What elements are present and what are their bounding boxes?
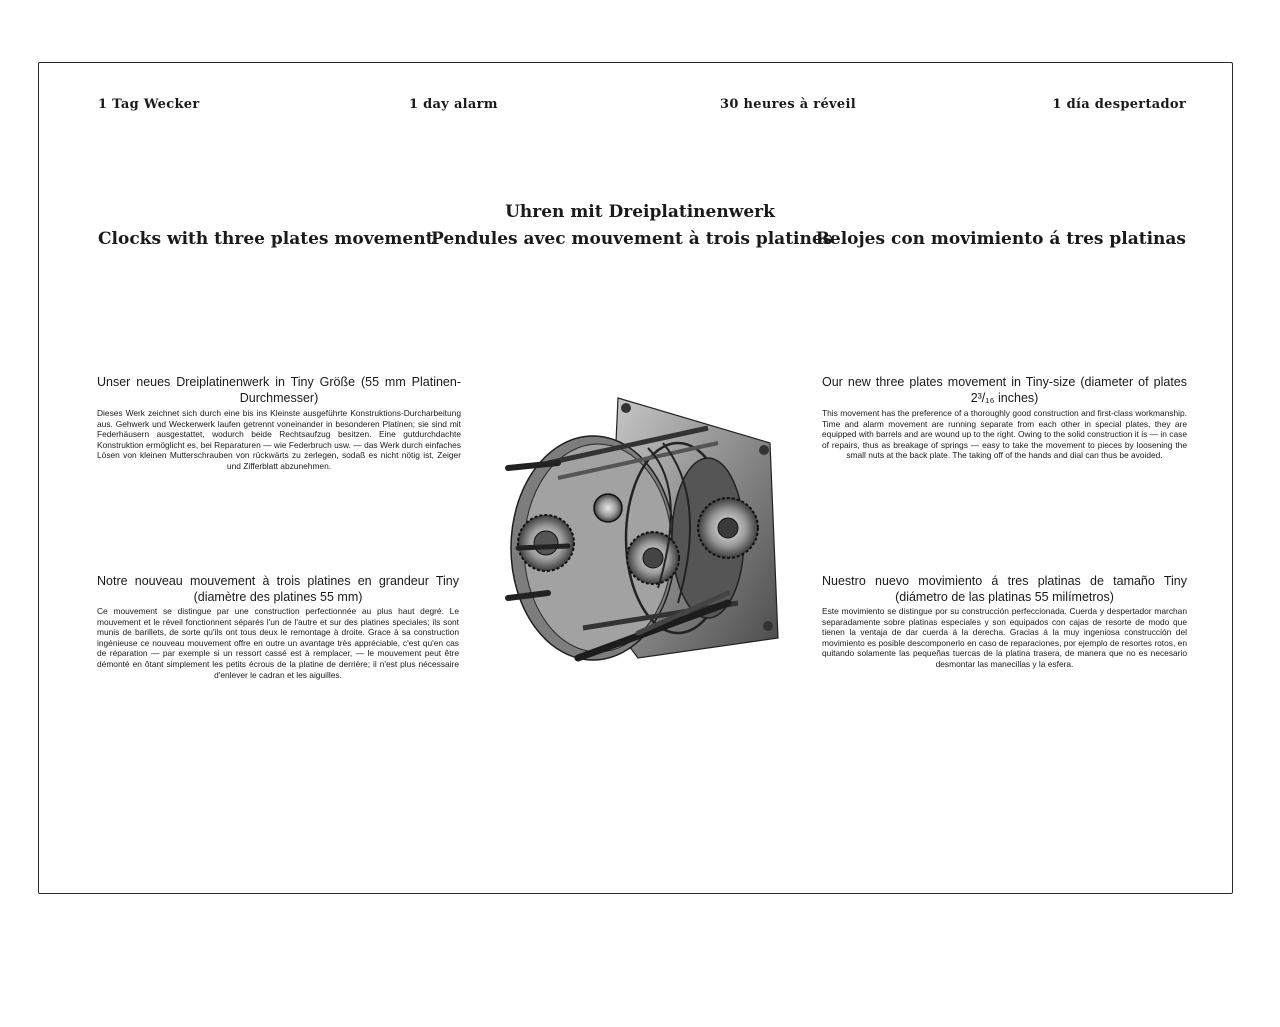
header-fr: 30 heures à réveil <box>720 97 856 112</box>
section-de-title: Unser neues Dreiplatinenwerk in Tiny Größe (55 mm Platinen-Durchmesser) <box>97 375 461 405</box>
section-en-body: This movement has the preference of a thoroughly good construction and first-class workmanship. Time and alarm movement are running separate from each other in special plates, they are equipped with barrels and are wound up to the right. Owing to the solid construction it is — in case of repairs, thus as breakage of springs — easy to take the movement to pieces by loosening the small nuts at the back plate. The taking off of the hands and dial can thus be avoided. <box>822 408 1187 461</box>
section-de-body: Dieses Werk zeichnet sich durch eine bis ins Kleinste ausgeführte Konstruktions-Durcharbeitung aus. Gehwerk und Weckerwerk laufen getrennt voneinander in besonderen Platinen; sie sind mit Federhäusern ausgestattet, wodurch beide Rechtsaufzug besitzen. Eine gutdurchdachte Konstruktion ermöglicht es, bei Reparaturen — wie Federbruch usw. — das Werk durch einfaches Lösen von kleinen Mutterschrauben von rückwärts zu zerlegen, sodaß es nicht nötig ist, Zeiger und Zifferblatt abzunehmen. <box>97 408 461 471</box>
main-title: Uhren mit Dreiplatinenwerk <box>505 202 775 222</box>
title-fr: Pendules avec mouvement à trois platines <box>431 229 833 249</box>
section-en-title: Our new three plates movement in Tiny-size (diameter of plates 2³/₁₆ inches) <box>822 375 1187 405</box>
header-es: 1 día despertador <box>1052 97 1186 112</box>
section-fr-body: Ce mouvement se distingue par une construction perfectionnée au plus haut degré. Le mouvement et le réveil fonctionnent séparés l'un de l'autre et sur des platines speciales; ils sont munis de barillets, de sorte qu'ils ont tous deux le remontage à droite. Grace à sa construction ingénieuse ce nouveau mouvement offre en outre un avantage très appréciable, c'est qu'en cas de réparation — par exemple si un ressort cassé est à remplacer, — le mouvement peut être démonté en ôtant simplement les petits écrous de la platine de derrière; il n'est plus nécessaire d'enlever le cadran et les aiguilles. <box>97 606 459 680</box>
clock-movement-icon <box>488 388 788 670</box>
section-es-title: Nuestro nuevo movimiento á tres platinas de tamaño Tiny (diámetro de las platinas 55 milímetros) <box>822 574 1187 604</box>
section-fr-title: Notre nouveau mouvement à trois platines en grandeur Tiny (diamètre des platines 55 mm) <box>97 574 459 604</box>
header-en: 1 day alarm <box>409 97 498 112</box>
section-es-body: Este movimiento se distingue por su construcción perfeccionada. Cuerda y despertador marchan separadamente sobre platinas especiales y son equipados con cajas de resorte de modo que tienen la ventaja de dar cuerda á la derecha. Gracias á la muy ingeniosa construcción del movimiento es posible descomponerlo en caso de reparaciones, por ejemplo de resortes rotos, en quitando solamente las pequeñas tuercas de la platina trasera, de manera que no es necesario desmontar las manecillas y la esfera. <box>822 606 1187 669</box>
clock-movement-illustration <box>488 388 788 670</box>
header-de: 1 Tag Wecker <box>98 97 200 112</box>
title-en: Clocks with three plates movement <box>98 229 434 249</box>
title-es: Relojes con movimiento á tres platinas <box>815 229 1186 249</box>
